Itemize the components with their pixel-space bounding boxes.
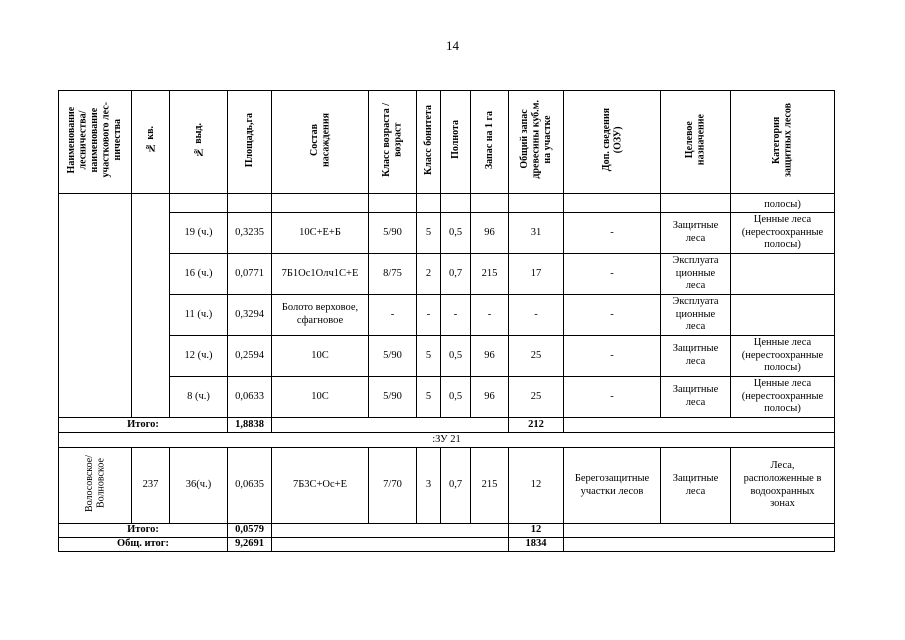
header-total-stock: Общий запас древесины куб.м. на участке bbox=[509, 91, 564, 194]
category-cell: Ценные леса (нерестоохранные полосы) bbox=[731, 377, 835, 418]
vyd-cell: 11 (ч.) bbox=[170, 295, 228, 336]
header-composition: Состав насаждения bbox=[272, 91, 369, 194]
forestry-cell: Волосовское/ Волновское bbox=[59, 448, 132, 524]
area-cell: 0,3235 bbox=[228, 213, 272, 254]
forest-table bbox=[58, 90, 835, 552]
composition-cell: 10С bbox=[272, 377, 369, 418]
category-cell: Ценные леса (нерестоохранные полосы) bbox=[731, 213, 835, 254]
density-cell: 0,5 bbox=[441, 377, 471, 418]
total-cell: 17 bbox=[509, 254, 564, 295]
header-age-class: Класс возраста / возраст bbox=[369, 91, 417, 194]
vyd-cell: 12 (ч.) bbox=[170, 336, 228, 377]
header-stock-per-ha: Запас на 1 га bbox=[471, 91, 509, 194]
stock-cell: 96 bbox=[471, 377, 509, 418]
composition-cell: Болото верховое, сфагновое bbox=[272, 295, 369, 336]
category-continuation: полосы) bbox=[731, 194, 835, 213]
composition-cell: 10С+Е+Б bbox=[272, 213, 369, 254]
bonitet-cell: 2 bbox=[417, 254, 441, 295]
total-cell: 12 bbox=[509, 448, 564, 524]
header-purpose: Целевое назначение bbox=[661, 91, 731, 194]
vyd-cell: 16 (ч.) bbox=[170, 254, 228, 295]
age-cell: - bbox=[369, 295, 417, 336]
purpose-cell: Эксплуата ционные леса bbox=[661, 254, 731, 295]
age-cell: 7/70 bbox=[369, 448, 417, 524]
total-cell: 25 bbox=[509, 336, 564, 377]
header-forestry: Наименование лесничества/ наименование участкового лес- ничества bbox=[59, 91, 132, 194]
age-cell: 5/90 bbox=[369, 377, 417, 418]
bonitet-cell: 5 bbox=[417, 213, 441, 254]
area-cell: 0,2594 bbox=[228, 336, 272, 377]
area-cell: 0,0633 bbox=[228, 377, 272, 418]
subtotal-area: 1,8838 bbox=[228, 418, 272, 433]
subtotal-row bbox=[59, 524, 835, 538]
total-cell: - bbox=[509, 295, 564, 336]
density-cell: 0,7 bbox=[441, 448, 471, 524]
category-cell bbox=[731, 254, 835, 295]
grand-total-area: 9,2691 bbox=[228, 538, 272, 552]
continuation-row bbox=[59, 194, 835, 213]
subtotal-row bbox=[59, 418, 835, 433]
category-cell bbox=[731, 295, 835, 336]
table-row bbox=[59, 213, 835, 254]
purpose-cell: Защитные леса bbox=[661, 377, 731, 418]
composition-cell: 7Б1Ос1Олч1С+Е bbox=[272, 254, 369, 295]
table-row bbox=[59, 448, 835, 524]
header-extra: Доп. сведения (ОЗУ) bbox=[564, 91, 661, 194]
subtotal-stock: 212 bbox=[509, 418, 564, 433]
stock-cell: 96 bbox=[471, 336, 509, 377]
total-cell: 31 bbox=[509, 213, 564, 254]
bonitet-cell: 5 bbox=[417, 336, 441, 377]
density-cell: - bbox=[441, 295, 471, 336]
density-cell: 0,7 bbox=[441, 254, 471, 295]
purpose-cell: Защитные леса bbox=[661, 213, 731, 254]
header-row bbox=[59, 91, 835, 194]
stock-cell: - bbox=[471, 295, 509, 336]
vyd-cell: 8 (ч.) bbox=[170, 377, 228, 418]
extra-cell: - bbox=[564, 213, 661, 254]
table-row bbox=[59, 377, 835, 418]
age-cell: 5/90 bbox=[369, 213, 417, 254]
density-cell: 0,5 bbox=[441, 213, 471, 254]
table-row bbox=[59, 295, 835, 336]
grand-total-label: Общ. итог: bbox=[59, 538, 228, 552]
vyd-cell: 19 (ч.) bbox=[170, 213, 228, 254]
grand-total-stock: 1834 bbox=[509, 538, 564, 552]
stock-cell: 215 bbox=[471, 254, 509, 295]
purpose-cell: Защитные леса bbox=[661, 448, 731, 524]
section-label: :ЗУ 21 bbox=[59, 433, 835, 448]
composition-cell: 7Б3С+Ос+Е bbox=[272, 448, 369, 524]
table-row bbox=[59, 336, 835, 377]
section-row bbox=[59, 433, 835, 448]
subtotal-area: 0,0579 bbox=[228, 524, 272, 538]
area-cell: 0,3294 bbox=[228, 295, 272, 336]
category-cell: Леса, расположенные в водоохранных зонах bbox=[731, 448, 835, 524]
purpose-cell: Эксплуата ционные леса bbox=[661, 295, 731, 336]
composition-cell: 10С bbox=[272, 336, 369, 377]
header-kv: № кв. bbox=[132, 91, 170, 194]
extra-cell: Берегозащитные участки лесов bbox=[564, 448, 661, 524]
stock-cell: 215 bbox=[471, 448, 509, 524]
bonitet-cell: - bbox=[417, 295, 441, 336]
vyd-cell: 36(ч.) bbox=[170, 448, 228, 524]
area-cell: 0,0635 bbox=[228, 448, 272, 524]
density-cell: 0,5 bbox=[441, 336, 471, 377]
extra-cell: - bbox=[564, 336, 661, 377]
purpose-cell: Защитные леса bbox=[661, 336, 731, 377]
age-cell: 8/75 bbox=[369, 254, 417, 295]
kv-cell-blank bbox=[132, 194, 170, 418]
extra-cell: - bbox=[564, 377, 661, 418]
bonitet-cell: 5 bbox=[417, 377, 441, 418]
table-row bbox=[59, 254, 835, 295]
subtotal-label: Итого: bbox=[59, 418, 228, 433]
header-vyd: № выд. bbox=[170, 91, 228, 194]
stock-cell: 96 bbox=[471, 213, 509, 254]
kv-cell: 237 bbox=[132, 448, 170, 524]
age-cell: 5/90 bbox=[369, 336, 417, 377]
header-category: Категория защитных лесов bbox=[731, 91, 835, 194]
category-cell: Ценные леса (нерестоохранные полосы) bbox=[731, 336, 835, 377]
bonitet-cell: 3 bbox=[417, 448, 441, 524]
area-cell: 0,0771 bbox=[228, 254, 272, 295]
grand-total-row bbox=[59, 538, 835, 552]
subtotal-label: Итого: bbox=[59, 524, 228, 538]
subtotal-stock: 12 bbox=[509, 524, 564, 538]
extra-cell: - bbox=[564, 254, 661, 295]
extra-cell: - bbox=[564, 295, 661, 336]
header-bonitet: Класс бонитета bbox=[417, 91, 441, 194]
page-number: 14 bbox=[446, 38, 459, 53]
header-density: Полнота bbox=[441, 91, 471, 194]
total-cell: 25 bbox=[509, 377, 564, 418]
forestry-cell-blank bbox=[59, 194, 132, 418]
header-area: Площадь,га bbox=[228, 91, 272, 194]
